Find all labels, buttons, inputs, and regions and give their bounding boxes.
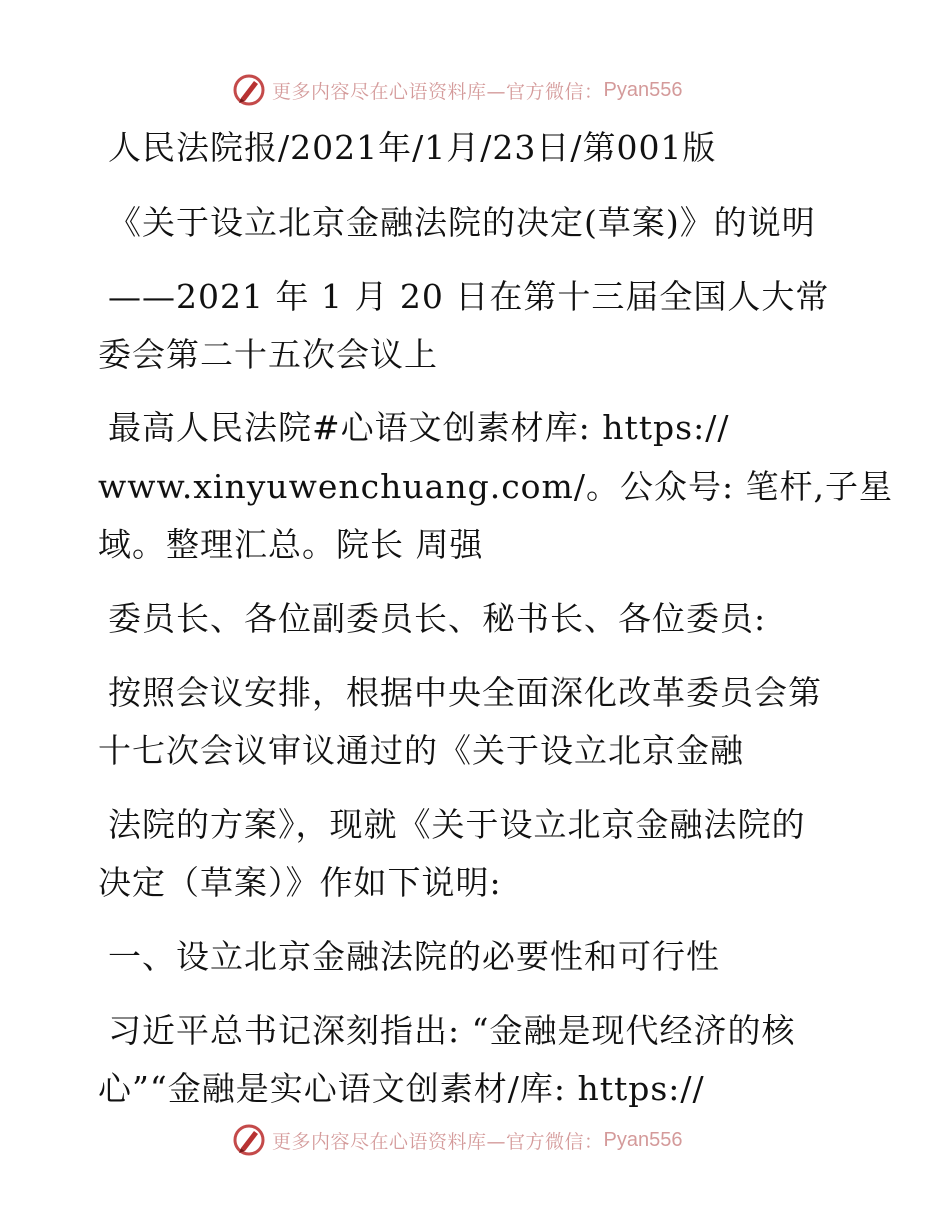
doc-author-line-3: 域。整理汇总。院长 周强 [98,525,484,564]
doc-paragraph-line-4: 决定（草案）》作如下说明: [98,863,502,902]
doc-paragraph-line-1: 按照会议安排，根据中央全面深化改革委员会第 [108,673,822,712]
doc-salutation: 委员长、各位副委员长、秘书长、各位委员: [108,599,767,638]
watermark-id: Pyan556 [603,1128,683,1151]
doc-title: 《关于设立北京金融法院的决定(草案)》的说明 [108,203,816,242]
doc-section-heading: 一、设立北京金融法院的必要性和可行性 [108,937,720,976]
doc-subtitle-line-2: 委会第二十五次会议上 [98,335,438,374]
doc-paragraph2-line-1: 习近平总书记深刻指出: “金融是现代经济的核 [108,1011,796,1050]
doc-paragraph-line-2: 十七次会议审议通过的《关于设立北京金融 [98,731,744,770]
doc-source-line: 人民法院报/2021年/1月/23日/第001版 [108,128,717,167]
red-pen-logo-icon [232,73,266,107]
doc-author-line-2: www.xinyuwenchuang.com/。公众号: 笔杆,子星 [98,467,894,506]
watermark-text: 更多内容尽在心语资料库—官方微信： [272,80,604,103]
doc-paragraph-line-3: 法院的方案》，现就《关于设立北京金融法院的 [108,805,806,844]
doc-subtitle-line-1: ——2021 年 1 月 20 日在第十三届全国人大常 [108,277,830,316]
red-pen-logo-icon [232,1123,266,1157]
watermark-text: 更多内容尽在心语资料库—官方微信： [272,1130,604,1153]
watermark-banner-top [232,72,682,108]
doc-paragraph2-line-2: 心”“金融是实心语文创素材/库: https:// [98,1069,705,1108]
doc-author-line-1: 最高人民法院#心语文创素材库: https:// [108,408,730,447]
watermark-id: Pyan556 [603,78,683,101]
watermark-banner-bottom [232,1122,682,1158]
